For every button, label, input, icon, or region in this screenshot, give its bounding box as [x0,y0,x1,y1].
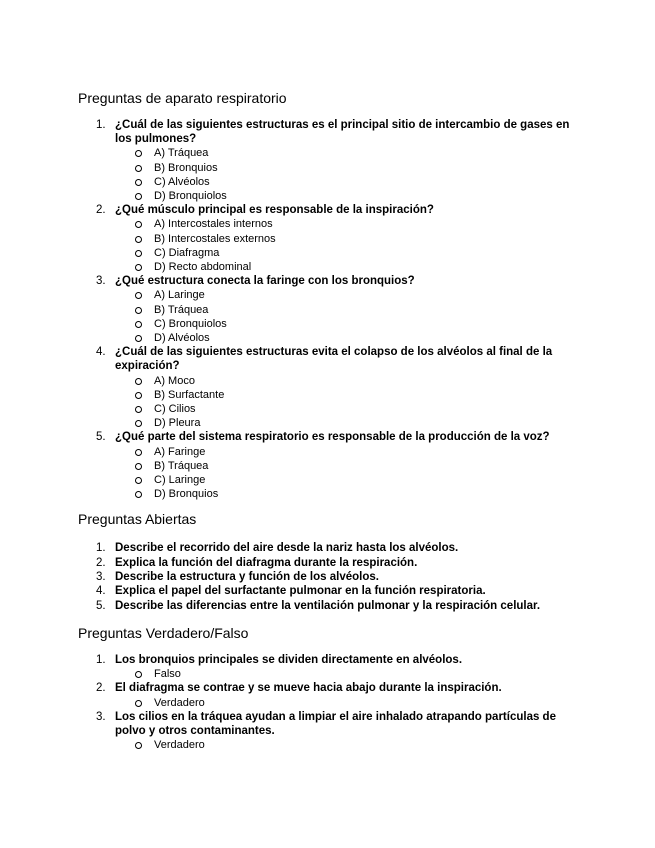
option-item: D) Alvéolos [78,331,578,345]
option-item: A) Laringe [78,288,578,302]
document-page [78,88,578,752]
circle-bullet-icon [135,335,142,342]
answer-item: Falso [78,667,578,681]
circle-bullet-icon [135,392,142,399]
question-item [78,430,578,501]
section-title: Preguntas Abiertas [78,511,197,528]
circle-bullet-icon [135,150,142,157]
circle-bullet-icon [135,292,142,299]
answer-item: Verdadero [78,738,578,752]
question-text: Los cilios en la tráquea ayudan a limpiar el aire inhalado atrapando partículas de polvo y otros contaminantes. [115,710,556,737]
circle-bullet-icon [135,250,142,257]
option-item: A) Intercostales internos [78,217,578,231]
option-item: D) Recto abdominal [78,260,578,274]
option-item: C) Cilios [78,402,578,416]
option-item: C) Bronquiolos [78,317,578,331]
circle-bullet-icon [135,179,142,186]
circle-bullet-icon [135,307,142,314]
option-list [115,288,578,345]
circle-bullet-icon [135,378,142,385]
circle-bullet-icon [135,406,142,413]
question-text: Explica la función del diafragma durante la respiración. [115,556,418,569]
circle-bullet-icon [135,449,142,456]
circle-bullet-icon [135,671,142,678]
question-number: 2. [96,682,106,695]
option-item: B) Bronquios [78,161,578,175]
section-true-false [78,623,578,752]
question-text: Describe el recorrido del aire desde la nariz hasta los alvéolos. [115,542,459,555]
option-item: C) Diafragma [78,246,578,260]
question-item [78,118,578,203]
section-title: Preguntas Verdadero/Falso [78,624,249,641]
section-multiple-choice [78,88,578,501]
question-item [78,570,578,584]
question-item [78,584,578,598]
question-text: ¿Qué músculo principal es responsable de la inspiración? [115,204,434,217]
option-item: D) Pleura [78,416,578,430]
circle-bullet-icon [135,742,142,749]
option-item: B) Intercostales externos [78,232,578,246]
option-item: D) Bronquios [78,487,578,501]
option-item: B) Surfactante [78,388,578,402]
option-list [115,217,578,274]
question-item [78,274,578,345]
question-list [78,653,578,752]
question-item [78,556,578,570]
question-item [78,710,578,753]
circle-bullet-icon [135,321,142,328]
option-item: C) Alvéolos [78,175,578,189]
circle-bullet-icon [135,477,142,484]
circle-bullet-icon [135,420,142,427]
question-item [78,203,578,274]
option-item: A) Moco [78,374,578,388]
question-number: 2. [96,204,106,217]
option-item: C) Laringe [78,473,578,487]
question-item [78,541,578,555]
circle-bullet-icon [135,264,142,271]
question-number: 4. [96,346,106,359]
question-text: Describe la estructura y función de los alvéolos. [115,571,379,584]
question-number: 1. [96,653,106,666]
question-text: Describe las diferencias entre la ventilación pulmonar y la respiración celular. [115,599,541,612]
question-text: Los bronquios principales se dividen directamente en alvéolos. [115,653,463,666]
option-list [115,146,578,203]
circle-bullet-icon [135,463,142,470]
option-list [115,696,578,710]
question-number: 3. [96,571,106,584]
question-list [78,118,578,501]
section-title: Preguntas de aparato respiratorio [78,90,287,106]
question-text: ¿Qué estructura conecta la faringe con los bronquios? [115,275,415,288]
option-list [115,445,578,502]
option-item: D) Bronquiolos [78,189,578,203]
question-item [78,681,578,709]
circle-bullet-icon [135,165,142,172]
question-list [78,541,578,612]
question-number: 5. [96,599,106,612]
circle-bullet-icon [135,491,142,498]
question-text: Explica el papel del surfactante pulmonar en la función respiratoria. [115,585,486,598]
question-number: 1. [96,119,106,131]
option-item: B) Tráquea [78,459,578,473]
question-number: 5. [96,431,106,444]
question-text: El diafragma se contrae y se mueve hacia abajo durante la inspiración. [115,682,502,695]
question-text: ¿Cuál de las siguientes estructuras es el principal sitio de intercambio de gases en los pulmones? [115,119,570,146]
option-list [115,738,578,752]
question-text: ¿Qué parte del sistema respiratorio es responsable de la producción de la voz? [115,431,550,444]
question-item [78,653,578,681]
question-number: 3. [96,275,106,288]
option-item: B) Tráquea [78,303,578,317]
circle-bullet-icon [135,193,142,200]
circle-bullet-icon [135,700,142,707]
option-item: A) Tráquea [78,146,578,160]
question-number: 1. [96,542,106,555]
option-list [115,667,578,681]
option-list [115,374,578,431]
option-item: A) Faringe [78,445,578,459]
question-number: 2. [96,556,106,569]
question-item [78,345,578,430]
question-number: 3. [96,710,106,723]
question-number: 4. [96,585,106,598]
answer-item: Verdadero [78,696,578,710]
question-text: ¿Cuál de las siguientes estructuras evita el colapso de los alvéolos al final de la expiración? [115,346,553,373]
circle-bullet-icon [135,221,142,228]
circle-bullet-icon [135,236,142,243]
section-open-questions [78,509,578,612]
question-item [78,599,578,613]
